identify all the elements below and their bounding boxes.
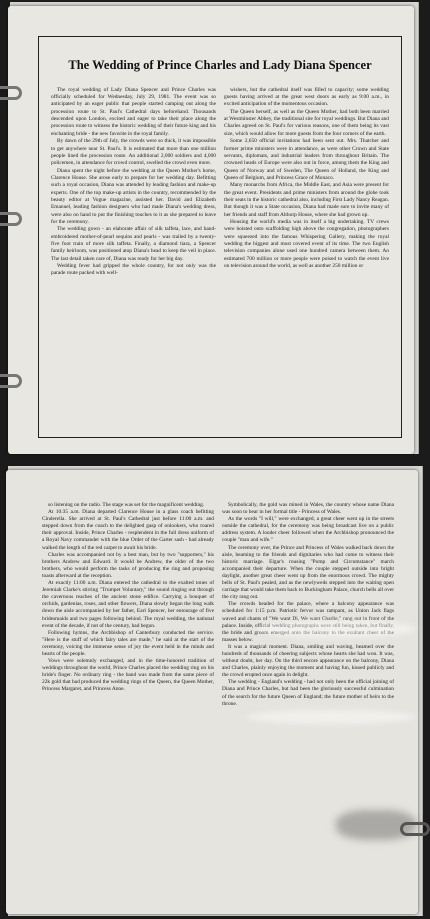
paragraph: Many monarchs from Africa, the Middle East, and Asia were present for the great event. Presidents and prime ministers from around the globe took their seats in the historic cathedral also, including First Lady Nancy Reagan. But though it was a State occasion, Diana had made sure to invite many of her friends and staff from Althorp House, where she had grown up. bbox=[224, 182, 389, 218]
paragraph: The crowds headed for the palace, where a balcony appearance was scheduled for 1:15 p.m. Patriotic fervor was rampant, as Union Jack flags waved and chants of "We want Di, We want Charlie," rang out in front of the palace. Inside, official wedding photographs were still being taken, but finally, the bride and groom emerged onto the balcony to the exultant cheer of the masses below. bbox=[222, 601, 394, 643]
paragraph: so listening on the radio. The stage was set for the magnificent wedding. bbox=[48, 502, 205, 508]
article-frame bbox=[38, 36, 402, 438]
paragraph: The royal wedding of Lady Diana Spencer and Prince Charles was officially scheduled for Wednesday, July 29, 1981. The event was so anticipated by an eager public that people started camping out along the procession route to St. Paul's Cathedral days beforehand. Thousands descended upon London, excited and eager to take their place along the procession route to witness the historic wedding of their future king and his enchanting bride - the new favorite in the royal family. bbox=[51, 86, 216, 137]
light-glare bbox=[246, 710, 416, 724]
right-column bbox=[222, 502, 394, 708]
paragraph: Vows were solemnly exchanged, and in the time-honored tradition of weddings throughout the world, Prince Charles placed the wedding ring on his bride's finger. No ordinary ring - the band was made from the same piece of 22k gold that had produced the wedding rings of the Queen, the Queen Mother, Princess Margaret, and Princess Anne. bbox=[42, 658, 214, 693]
paragraph: It was a magical moment. Diana, smiling and waving, beamed over the hundreds of thousands of cheering subjects whose hearts she had won. It was, without doubt, her day. On the third encore appearance on the balcony, Diana and Charles, plainly enjoying the moment and having fun, kissed publicly and the crowd erupted once again in delight. bbox=[222, 643, 394, 679]
paragraph: Following hymns, the Archbishop of Canterbury conducted the service. "Here is the stuff of which fairy tales are made," he said at the start of the ceremony, voicing the immense sense of joy the event held in the minds and hearts of the people. bbox=[42, 629, 214, 657]
right-column bbox=[224, 87, 389, 278]
paragraph: Wedding fever had gripped the whole country, for not only was the parade route packed with well- bbox=[51, 263, 216, 277]
paragraph: Some 2,650 official invitations had been sent out. Mrs. Thatcher and former prime ministers were in attendance, as were other Crown and State servants, diplomats, and industrial leaders from throughout Britain. The crowned heads of Europe were also out in force, among them the King and Queen of Norway and of Sweden, The Queen of Holland, the King and Queen of Belgium, and Princess Grace of Monaco. bbox=[224, 138, 389, 181]
paragraph: At 10:35 a.m. Diana departed Clarence House in a glass coach befitting Cinderella. She arrived at St. Paul's Cathedral just before 11:00 a.m. and stepped down from the coach to the delighted gasp of onlookers, who roared their approval. Inside, Prince Charles - resplendent in the full dress uniform of a Royal Navy commander with the blue Order of the Garter sash - had already walked the length of the red carpet to await his bride. bbox=[42, 509, 214, 551]
paragraph: wishers, but the cathedral itself was filled to capacity; some wedding guests having arrived at the great west doors as early as 9:00 a.m., in excited anticipation of the momentous occasion. bbox=[224, 86, 389, 108]
binder-ring-icon bbox=[0, 86, 22, 100]
light-glare bbox=[256, 620, 416, 638]
document-page-2 bbox=[6, 470, 418, 914]
paragraph: By dawn of the 29th of July, the crowds were so thick, it was impossible to get anywhere near St. Paul's. It is estimated that more than one million people lined the procession route. An additional 2,000 soldiers and 4,000 policemen, in attendance for crowd control, swelled the crowd even more. bbox=[51, 138, 216, 167]
paragraph: As the words "I will," were exchanged, a great cheer went up in the streets outside the cathedral, for the ceremony was being broadcast live on a public address system. A louder cheer followed when the Archbishop pronounced the couple "man and wife." bbox=[222, 516, 394, 544]
article-title: The Wedding of Prince Charles and Lady Diana Spencer bbox=[68, 58, 372, 72]
paragraph: The wedding gown - an elaborate affair of silk taffeta, lace, and hand-embroidered mother-of-pearl sequins and pearls - was trailed by a twenty-five foot train of more silk taffeta. Finally, a diamond tiara, a Spencer family heirloom, was positioned atop Diana's head to keep the veil in place. The last detail taken care of, Diana was ready for her big day. bbox=[51, 226, 216, 262]
paragraph: Symbolically, the gold was mined in Wales, the country whose name Diana was soon to bear in her formal title - Princess of Wales. bbox=[222, 502, 394, 516]
paragraph: Housing the world's media was in itself a big undertaking. TV crews were hoisted onto scaffolding high above the congregation, photographers were squeezed into the famous Whispering Gallery, making the royal wedding the biggest and most covered event of its time. The two English television companies alone used one hundred camera between them. An estimated 700 million or more people were poised to watch the event live on television around the world, as well as another 250 million or bbox=[224, 218, 389, 269]
paragraph: Charles was accompanied not by a best man, but by two "supporters," his brothers Andrew and Edward. It would be Andrew, the older of the two brothers, who would perform the tasks of producing the ring and proposing toasts afterward at the reception. bbox=[42, 551, 214, 579]
paragraph: The ceremony over, the Prince and Princess of Wales walked back down the aisle, beaming to the friends and dignitaries who had come to witness their historic marriage. Elgar's rousing "Pomp and Circumstance" march accompanied their departure. When the couple stepped outside into bright daylight, another great cheer went up from the enormous crowd. The mighty bells of St. Paul's pealed, and as the newlyweds stepped into the waiting open carriage that would take them back to Buckingham Palace, church bells all over the city rang out. bbox=[222, 544, 394, 601]
paragraph: Diana spent the night before the wedding at the Queen Mother's home, Clarence House. She arose early to prepare for her wedding day. Befitting such a royal occasion, Diana was attended by leading fashion and make-up experts. One of the top make-up artists in the country, recommended by the beauty editor at Vogue magazine, assisted her. David and Elizabeth Emanuel, leading fashion designers who had made Diana's wedding dress, were also on hand to put the finishing touches to it as she prepared to leave for the ceremony. bbox=[51, 167, 216, 225]
left-column bbox=[51, 87, 216, 278]
paragraph: At exactly 11:00 a.m. Diana entered the cathedral to the exalted tones of Jeremiah Clarke's stirring "Trumpet Voluntary," the sound ringing out through the cavernous reaches of the ancient stone edifice. Carrying a bouquet of orchids, gardenias, roses, and other flowers, Diana slowly began the long walk down the aisle accompanied by her father, Earl Spencer, her entourage of five bridesmaids and two pages following behind. The royal wedding, the national event of the decade, if not of the century, had begun. bbox=[42, 580, 214, 629]
binder-ring-icon bbox=[0, 374, 22, 388]
left-column bbox=[42, 502, 214, 708]
binder-ring-icon bbox=[0, 212, 22, 226]
paragraph: The wedding - England's wedding - had not only been the official joining of Diana and Prince Charles, but had been the gloriously successful culmination of the search for the future Queen of England; the future mother of heirs to the throne. bbox=[222, 679, 394, 707]
paragraph: The Queen herself, as well as the Queen Mother, had both been married at Westminster Abbey, the traditional site for royal weddings. But Diana and Charles agreed on St. Paul's for various reasons, one of them being its vast size, which would allow for more guests from the four corners of the earth. bbox=[224, 108, 389, 137]
binder-ring-icon bbox=[400, 822, 430, 836]
document-page-1 bbox=[8, 6, 414, 454]
